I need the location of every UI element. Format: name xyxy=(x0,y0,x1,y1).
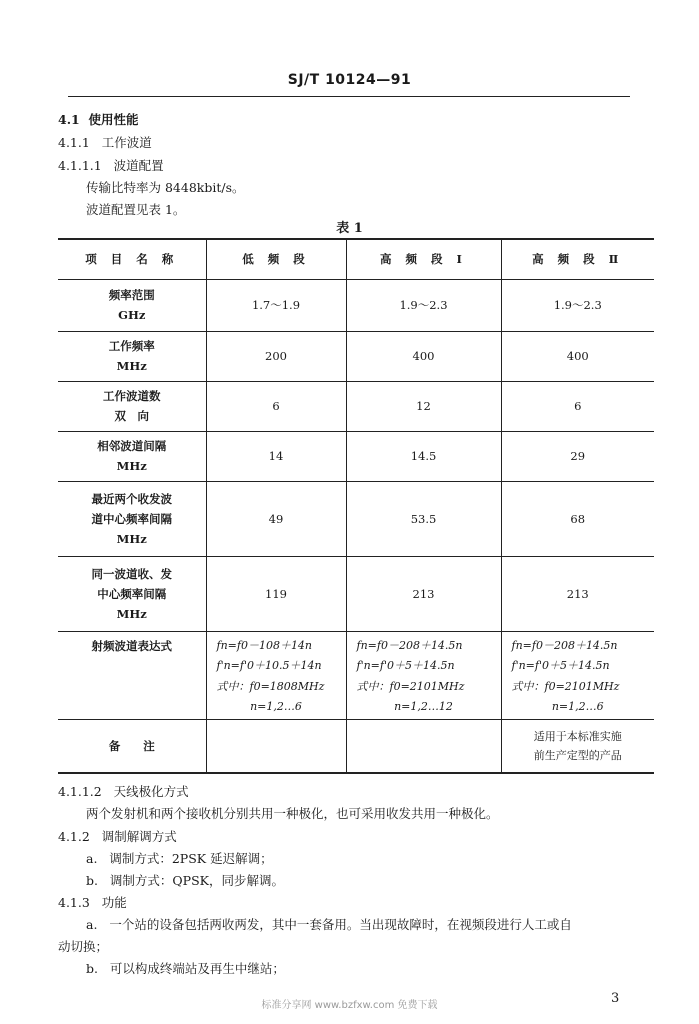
row-label: 最近两个收发波 道中心频率间隔 MHz xyxy=(58,481,206,556)
table-cell xyxy=(206,719,346,773)
table-cell: 1.9～2.3 xyxy=(346,279,501,331)
table-caption: 表 1 xyxy=(336,221,363,236)
table-cell: 14.5 xyxy=(346,431,501,481)
table-cell: 29 xyxy=(501,431,654,481)
section-4-1-2: 4.1.2 调制解调方式 xyxy=(58,829,177,844)
table-cell: 14 xyxy=(206,431,346,481)
remark-cell: 适用于本标准实施 前生产定型的产品 xyxy=(501,719,654,773)
list-item: a. 调制方式：2PSK 延迟解调； xyxy=(86,851,273,866)
table-row xyxy=(58,381,654,431)
table-cell: 12 xyxy=(346,381,501,431)
table-cell: 49 xyxy=(206,481,346,556)
expression-cell: fn=f0－208＋14.5n f'n=f'0＋5＋14.5n 式中：f0=2101MHz n=1,2…6 xyxy=(501,631,654,719)
paragraph-bitrate: 传输比特率为 8448kbit/s。 xyxy=(86,180,245,195)
table-row xyxy=(58,331,654,381)
section-4-1-1-1: 4.1.1.1 波道配置 xyxy=(58,158,164,173)
table-cell xyxy=(346,719,501,773)
table-cell: 213 xyxy=(501,556,654,631)
expression-cell: fn=f0－108＋14n f'n=f'0＋10.5＋14n 式中：f0=1808MHz n=1,2…6 xyxy=(206,631,346,719)
list-item: a. 一个站的设备包括两收两发，其中一套备用。当出现故障时，在视频段进行人工或自 xyxy=(86,917,572,932)
row-label: 射频波道表达式 xyxy=(58,631,206,719)
row-label: 工作波道数 双 向 xyxy=(58,381,206,431)
table-row xyxy=(58,481,654,556)
list-item-continuation: 动切换； xyxy=(58,939,109,954)
list-item: b. 可以构成终端站及再生中继站； xyxy=(86,961,285,976)
row-label: 频率范围 GHz xyxy=(58,279,206,331)
table-cell: 200 xyxy=(206,331,346,381)
table-header-low-band: 低 频 段 xyxy=(206,239,346,279)
header-rule xyxy=(68,96,630,97)
table-cell: 6 xyxy=(501,381,654,431)
table-header-item: 项 目 名 称 xyxy=(58,239,206,279)
table-cell: 213 xyxy=(346,556,501,631)
table-cell: 6 xyxy=(206,381,346,431)
section-4-1: 4.1 使用性能 xyxy=(58,112,139,127)
watermark: 标准分享网 www.bzfxw.com 免费下载 xyxy=(261,1000,438,1011)
document-code: SJ/T 10124—91 xyxy=(287,72,412,88)
expression-cell: fn=f0－208＋14.5n f'n=f'0＋5＋14.5n 式中：f0=2101MHz n=1,2…12 xyxy=(346,631,501,719)
channel-config-table xyxy=(58,238,654,774)
row-label: 同一波道收、发 中心频率间隔 MHz xyxy=(58,556,206,631)
table-row xyxy=(58,556,654,631)
paragraph-polarization: 两个发射机和两个接收机分别共用一种极化，也可采用收发共用一种极化。 xyxy=(86,806,499,821)
section-4-1-1-2: 4.1.1.2 天线极化方式 xyxy=(58,784,189,799)
table-row xyxy=(58,719,654,773)
section-4-1-3: 4.1.3 功能 xyxy=(58,895,127,910)
table-header-high-band-2: 高 频 段 Ⅱ xyxy=(501,239,654,279)
row-label: 相邻波道间隔 MHz xyxy=(58,431,206,481)
table-row xyxy=(58,631,654,719)
table-cell: 68 xyxy=(501,481,654,556)
table-header-high-band-1: 高 频 段 I xyxy=(346,239,501,279)
table-cell: 1.7～1.9 xyxy=(206,279,346,331)
table-cell: 119 xyxy=(206,556,346,631)
table-cell: 400 xyxy=(501,331,654,381)
table-cell: 400 xyxy=(346,331,501,381)
page-number: 3 xyxy=(611,991,620,1006)
list-item: b. 调制方式：QPSK，同步解调。 xyxy=(86,873,284,888)
paragraph-see-table: 波道配置见表 1。 xyxy=(86,202,186,217)
table-cell: 53.5 xyxy=(346,481,501,556)
row-label: 工作频率 MHz xyxy=(58,331,206,381)
section-4-1-1: 4.1.1 工作波道 xyxy=(58,135,152,150)
table-row xyxy=(58,431,654,481)
row-label: 备 注 xyxy=(58,719,206,773)
table-row xyxy=(58,279,654,331)
table-cell: 1.9～2.3 xyxy=(501,279,654,331)
